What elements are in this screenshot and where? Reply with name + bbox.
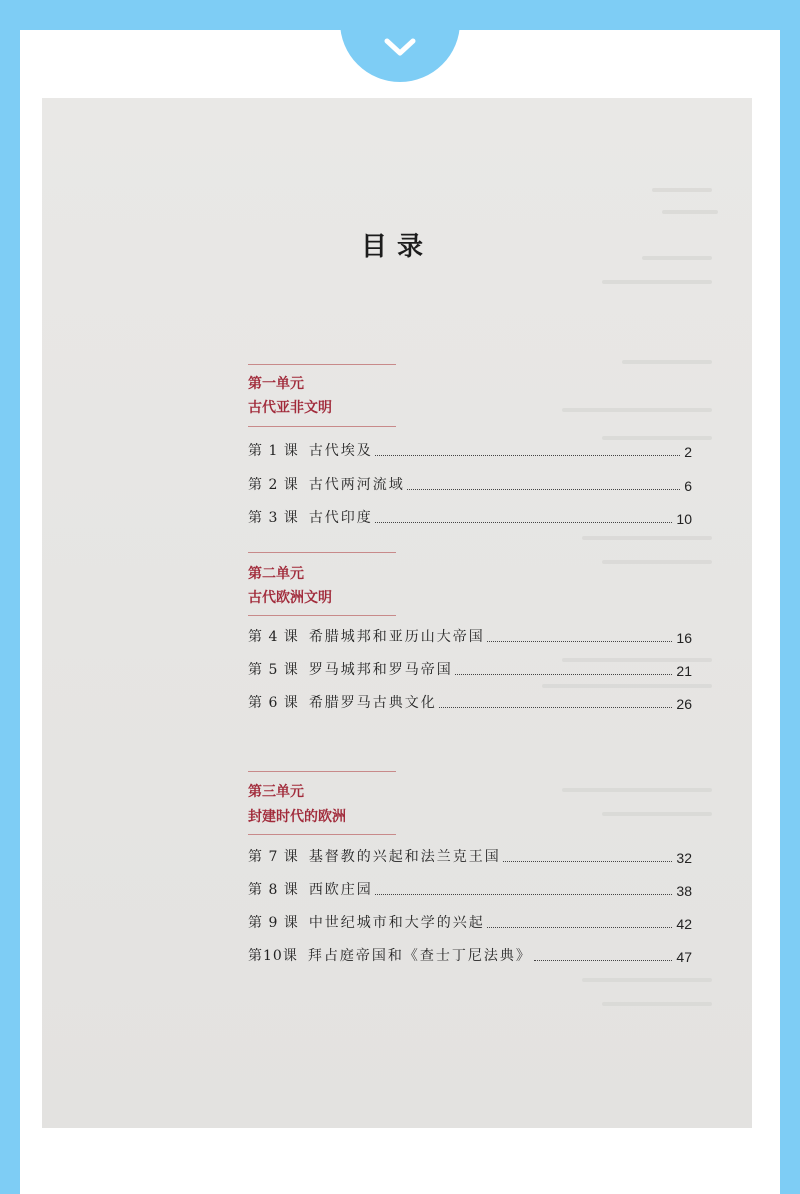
toc-entry[interactable] — [248, 912, 692, 932]
page-number: 42 — [676, 916, 692, 932]
unit-number: 第一单元 — [248, 376, 304, 392]
dot-leader — [375, 521, 673, 523]
lesson-number: 第 7 课 — [248, 849, 299, 865]
unit-number: 第二单元 — [248, 566, 304, 582]
lesson-name: 罗马城邦和罗马帝国 — [308, 662, 453, 678]
unit-rule — [248, 426, 396, 427]
lesson-name: 拜占庭帝国和《查士丁尼法典》 — [307, 948, 532, 964]
book-page — [42, 98, 752, 1128]
unit-rule — [248, 834, 396, 835]
toc-entry[interactable] — [248, 846, 692, 866]
page-number: 32 — [676, 850, 692, 866]
dot-leader — [487, 926, 673, 928]
unit-rule — [248, 364, 396, 365]
page-number: 21 — [676, 663, 692, 679]
toc-entry[interactable] — [248, 659, 692, 679]
chevron-down-icon[interactable] — [383, 36, 417, 58]
dot-leader — [534, 959, 673, 961]
dot-leader — [503, 860, 673, 862]
lesson-number: 第 1 课 — [248, 443, 299, 459]
lesson-number: 第 5 课 — [248, 662, 299, 678]
page-number: 26 — [676, 696, 692, 712]
dot-leader — [375, 454, 680, 456]
lesson-name: 中世纪城市和大学的兴起 — [308, 915, 485, 931]
lesson-number: 第 8 课 — [248, 882, 299, 898]
unit-rule — [248, 552, 396, 553]
lesson-number: 第 3 课 — [248, 510, 299, 526]
unit-number: 第三单元 — [248, 784, 304, 800]
page-number: 10 — [676, 511, 692, 527]
page-number: 2 — [684, 444, 692, 460]
lesson-number: 第 4 课 — [248, 629, 299, 645]
lesson-number: 第 2 课 — [248, 477, 299, 493]
dot-leader — [487, 640, 673, 642]
page-number: 38 — [676, 883, 692, 899]
page-number: 6 — [684, 478, 692, 494]
toc-entry[interactable] — [248, 507, 692, 527]
lesson-name: 基督教的兴起和法兰克王国 — [308, 849, 501, 865]
page-number: 47 — [676, 949, 692, 965]
lesson-name: 希腊罗马古典文化 — [308, 695, 437, 711]
lesson-name: 古代埃及 — [308, 443, 373, 459]
dot-leader — [455, 673, 673, 675]
unit-name: 封建时代的欧洲 — [248, 809, 346, 825]
lesson-name: 希腊城邦和亚历山大帝国 — [308, 629, 485, 645]
toc-entry[interactable] — [248, 692, 692, 712]
page-number: 16 — [676, 630, 692, 646]
toc-entry[interactable] — [248, 626, 692, 646]
page-title: 目录 — [360, 232, 433, 262]
dot-leader — [407, 488, 680, 490]
unit-rule — [248, 615, 396, 616]
unit-name: 古代欧洲文明 — [248, 590, 332, 606]
lesson-number: 第 9 课 — [248, 915, 299, 931]
toc-entry[interactable] — [248, 474, 692, 494]
lesson-name: 古代两河流域 — [308, 477, 405, 493]
lesson-number: 第 6 课 — [248, 695, 299, 711]
unit-rule — [248, 771, 396, 772]
lesson-name: 古代印度 — [308, 510, 373, 526]
toc-entry[interactable] — [248, 945, 692, 965]
toc-entry[interactable] — [248, 440, 692, 460]
dot-leader — [439, 706, 673, 708]
unit-name: 古代亚非文明 — [248, 400, 332, 416]
lesson-name: 西欧庄园 — [308, 882, 373, 898]
toc-entry[interactable] — [248, 879, 692, 899]
lesson-number: 第10课 — [248, 948, 298, 964]
dot-leader — [375, 893, 673, 895]
